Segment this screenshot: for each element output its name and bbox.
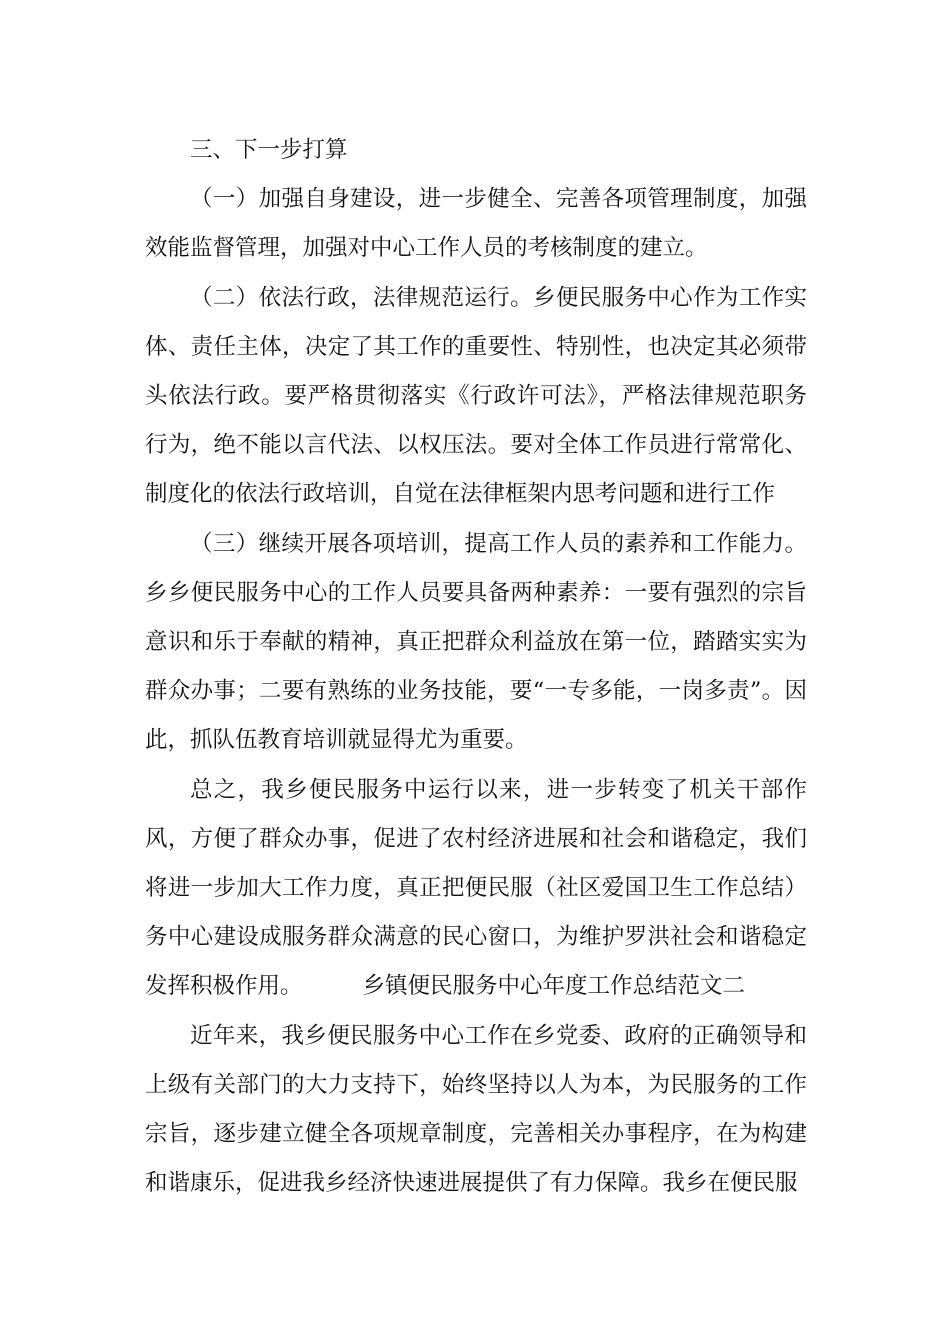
- paragraph-intro-two: 近年来，我乡便民服务中心工作在乡党委、政府的正确领导和上级有关部门的大力支持下，始终坚持以人为本，为民服务的工作宗旨，逐步建立健全各项规章制度，完善相关办事程序，在为构建和谐康乐，促进我乡经济快速进展提供了有力保障。我乡在便民服: [145, 1022, 807, 1197]
- conclusion-text: 总之，我乡便民服务中运行以来，进一步转变了机关干部作风，方便了群众办事，促进了农村经济进展和社会和谐稳定，我们将进一步加大工作力度，真正把便民服（社区爱国卫生工作总结）务中心建设成服务群众满意的民心窗口，为维护罗洪社会和谐稳定发挥积极作用。: [145, 776, 807, 1000]
- document-title-two: 乡镇便民服务中心年度工作总结范文二: [362, 973, 746, 1000]
- paragraph-rule-of-law: （二）依法行政，法律规范运行。乡便民服务中心作为工作实体、责任主体，决定了其工作的重要性、特别性，也决定其必须带头依法行政。要严格贯彻落实《行政许可法》，严格法律规范职务行为，绝不能以言代法、以权压法。要对全体工作员进行常常化、制度化的依法行政培训，自觉在法律框架内思考问题和进行工作: [145, 284, 807, 508]
- paragraph-strengthen-self: （一）加强自身建设，进一步健全、完善各项管理制度，加强效能监督管理，加强对中心工作人员的考核制度的建立。: [145, 186, 807, 262]
- document-body: [145, 126, 807, 1208]
- paragraph-training: （三）继续开展各项培训，提高工作人员的素养和工作能力。乡乡便民服务中心的工作人员要具备两种素养：一要有强烈的宗旨意识和乐于奉献的精神，真正把群众利益放在第一位，踏踏实实为群众办事；二要有熟练的业务技能，要“一专多能，一岗多责”。因此，抓队伍教育培训就显得尤为重要。: [145, 530, 807, 754]
- paragraph-conclusion: [145, 766, 807, 1012]
- section-heading: 三、下一步打算: [190, 137, 348, 163]
